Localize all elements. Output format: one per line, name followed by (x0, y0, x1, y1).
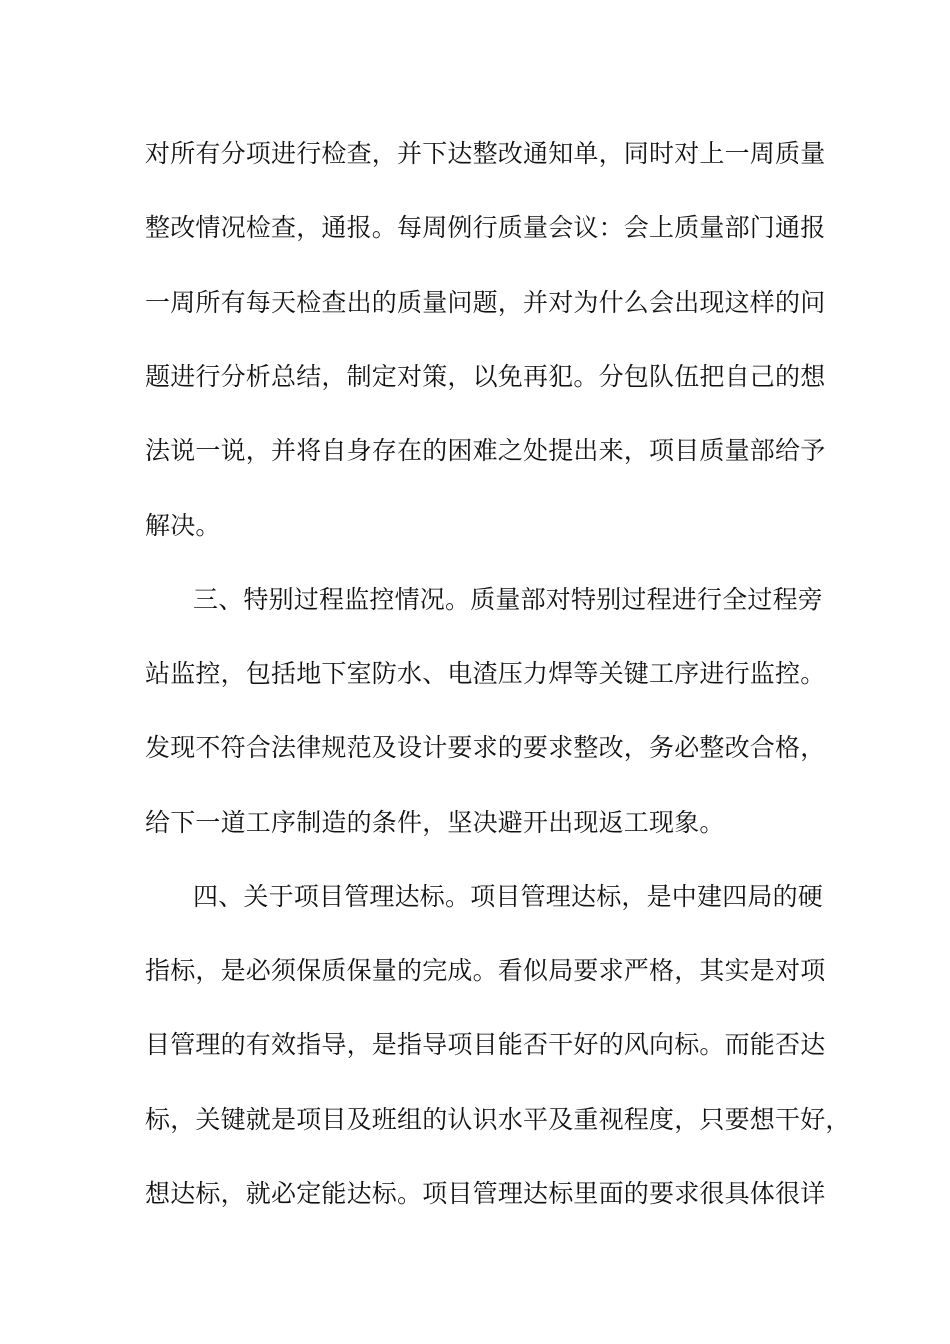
paragraph-line: 给下一道工序制造的条件，坚决避开出现返工现象。 (145, 808, 725, 837)
paragraph-line: 想达标，就必定能达标。项目管理达标里面的要求很具体很详 (145, 1179, 826, 1208)
paragraph-line: 法说一说，并将自身存在的困难之处提出来，项目质量部给予 (145, 436, 826, 465)
paragraph-line: 目管理的有效指导，是指导项目能否干好的风向标。而能否达 (145, 1030, 826, 1059)
section-heading-line: 三、特别过程监控情况。质量部对特别过程进行全过程旁 (193, 585, 824, 614)
paragraph-line: 指标，是必须保质保量的完成。看似局要求严格，其实是对项 (145, 956, 826, 985)
paragraph-line: 整改情况检查，通报。每周例行质量会议：会上质量部门通报 (145, 213, 826, 242)
paragraph-line: 题进行分析总结，制定对策，以免再犯。分包队伍把自己的想 (145, 362, 826, 391)
section-heading-line: 四、关于项目管理达标。项目管理达标，是中建四局的硬 (193, 882, 824, 911)
paragraph-line: 发现不符合法律规范及设计要求的要求整改，务必整改合格， (145, 733, 826, 762)
paragraph-line: 站监控，包括地下室防水、电渣压力焊等关键工序进行监控。 (145, 659, 826, 688)
paragraph-line: 解决。 (145, 511, 221, 540)
paragraph-line: 对所有分项进行检查，并下达整改通知单，同时对上一周质量 (145, 139, 826, 168)
paragraph-line: 标，关键就是项目及班组的认识水平及重视程度，只要想干好， (145, 1105, 851, 1134)
paragraph-line: 一周所有每天检查出的质量问题，并对为什么会出现这样的问 (145, 288, 826, 317)
